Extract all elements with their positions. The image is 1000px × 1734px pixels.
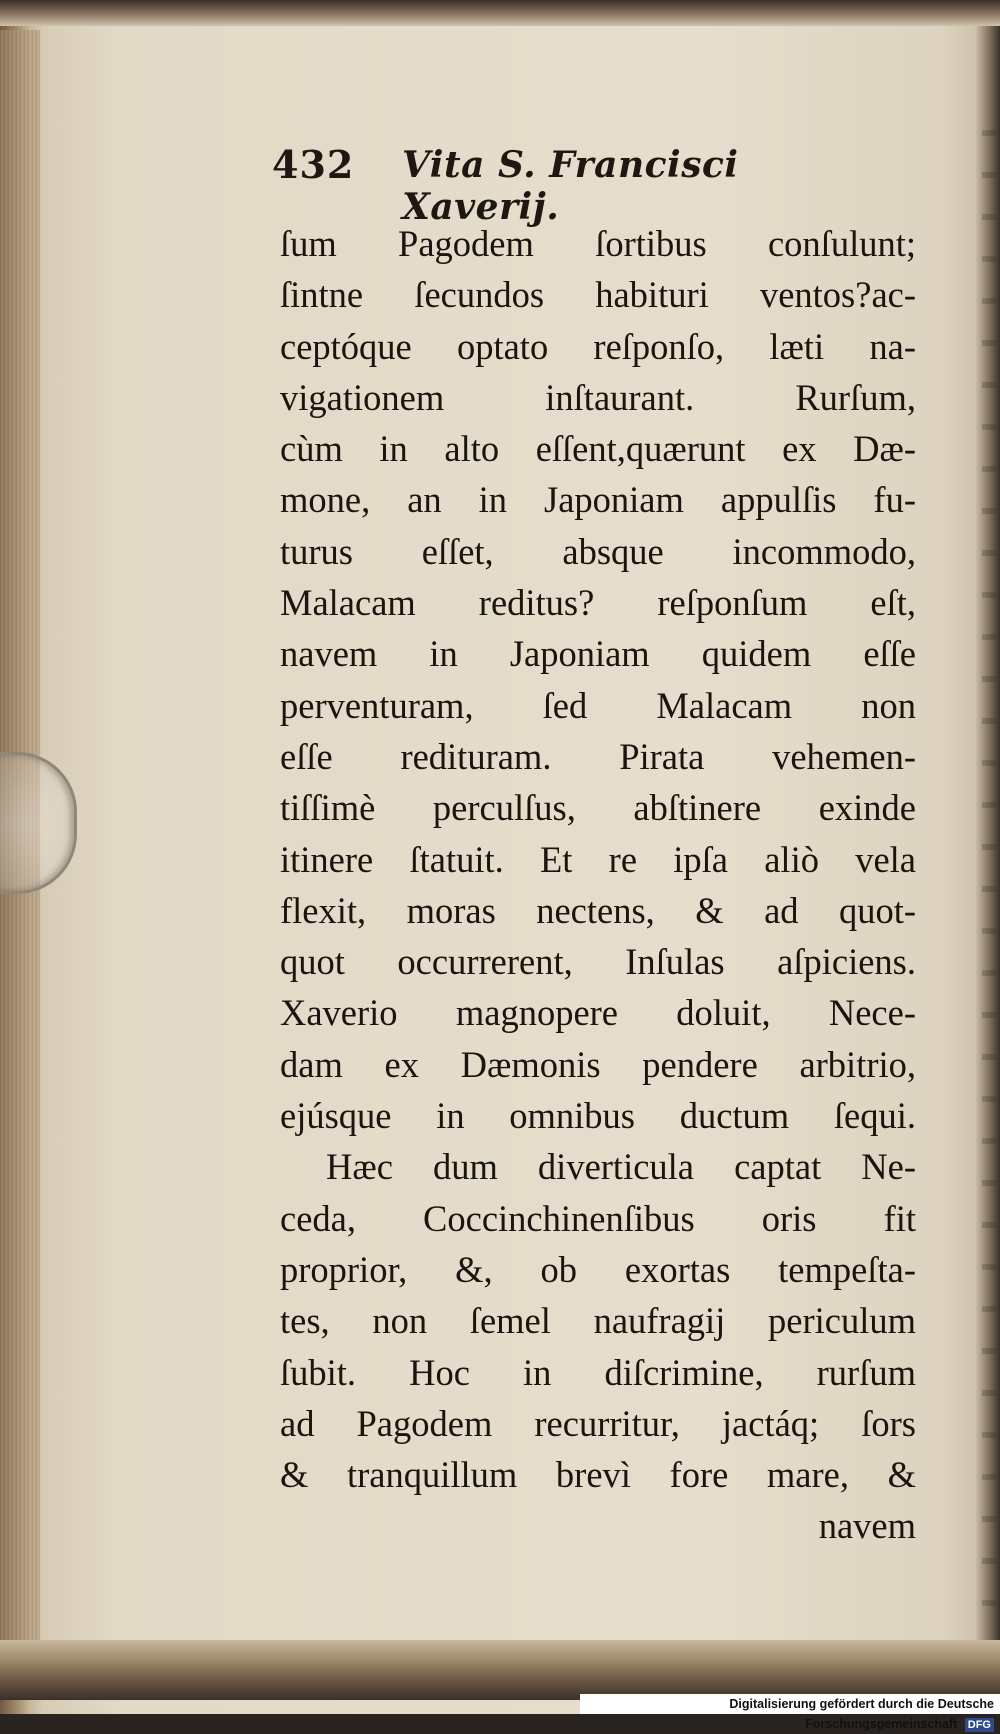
text-line: ſintne ſecundos habituri ventos?ac- [280,274,916,316]
book-top-edge [0,0,1000,26]
text-line: mone, an in Japoniam appulſis fu- [280,479,916,521]
book-bottom-edge [0,1640,1000,1700]
page-number: 432 [272,142,355,187]
text-line: ceda, Coccinchinenſibus oris fit [280,1197,916,1239]
text-line: flexit, moras nectens, & ad quot- [280,889,916,931]
footer-text: Digitalisierung gefördert durch die Deutsche Forschungsgemeinschaft [729,1697,994,1731]
text-line: proprior, &, ob exortas tempeſta- [280,1248,916,1290]
page-header [272,142,872,228]
text-line: & tranquillum brevì fore mare, & [280,1454,916,1496]
paragraph-start-line: Hæc dum diverticula captat Ne- [326,1146,916,1188]
text-line: ſum Pagodem ſortibus conſulunt; [280,223,916,264]
text-line: quot occurrerent, Inſulas aſpiciens. [280,941,916,983]
text-line: vigationem inſtaurant. Rurſum, [280,376,916,418]
text-line: tes, non ſemel naufragij periculum [280,1300,916,1342]
text-line: ſubit. Hoc in diſcrimine, rurſum [280,1351,916,1393]
digitization-footer [580,1694,1000,1731]
text-line: ceptóque optato reſponſo, læti na- [280,325,916,367]
text-line: cùm in alto eſſent,quærunt ex Dæ- [280,428,916,470]
text-line: turus eſſet, absque incommodo, [280,530,916,572]
facing-page-shadow [982,130,996,1610]
text-line: ad Pagodem recurritur, jactáq; ſors [280,1402,916,1444]
catchword: navem [818,1505,916,1547]
text-line: Xaverio magnopere doluit, Nece- [280,992,916,1034]
text-line: ejúsque in omnibus ductum ſequi. [280,1095,916,1137]
page-clip [0,752,77,894]
text-line: Malacam reditus? reſponſum eſt, [280,582,916,624]
text-line: eſſe redituram. Pirata vehemen- [280,735,916,777]
text-line: navem in Japoniam quidem eſſe [280,633,916,675]
dfg-logo: DFG [965,1718,994,1732]
text-line: dam ex Dæmonis pendere arbitrio, [280,1043,916,1085]
text-line: tiſſimè perculſus, abſtinere exinde [280,787,916,829]
text-line: perventuram, ſed Malacam non [280,684,916,726]
body-text [280,218,916,1552]
text-line: itinere ſtatuit. Et re ipſa aliò vela [280,838,916,880]
running-head: Vita S. Francisci Xaverij. [402,144,739,228]
